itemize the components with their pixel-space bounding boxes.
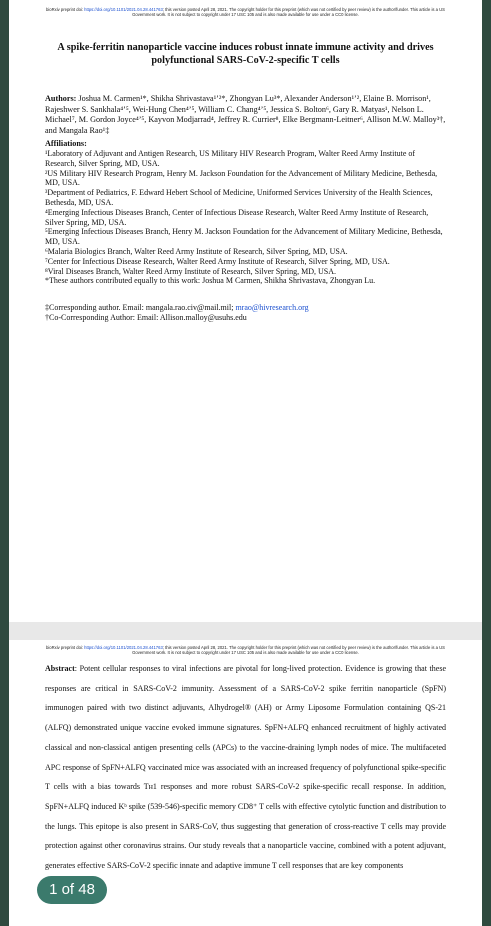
header-suffix: ; this version posted April 28, 2021. The copyright holder for this preprint (which was not certified by peer review) is the author/funder. This article is a US Government work. It is not subject to copyright under 17 USC 105 and is also made available for use under a CC0 license. [132,645,445,655]
affiliation-item: ⁶Malaria Biologics Branch, Walter Reed Army Institute of Research, Silver Spring, MD, USA. [45,246,348,256]
affiliation-item: ⁸Viral Diseases Branch, Walter Reed Army Institute of Research, Silver Spring, MD, USA. [45,266,337,276]
page-separator [9,622,482,640]
abstract-label: Abstract [45,664,75,673]
affiliation-item: ¹Laboratory of Adjuvant and Antigen Research, US Military HIV Research Program, Walter Reed Army Institute of Research, Silver Spring, MD, USA. [45,149,416,168]
header-suffix: ; this version posted April 28, 2021. The copyright holder for this preprint (which was not certified by peer review) is the author/funder. This article is a US Government work. It is not subject to copyright under 17 USC 105 and is also made available for use under a CC0 license. [132,7,445,17]
doi-link[interactable]: https://doi.org/10.1101/2021.04.28.441763 [84,7,163,12]
affiliation-item: ³Department of Pediatrics, F. Edward Hebert School of Medicine, Uniformed Services University of the Health Sciences, Bethesda, MD, USA. [45,188,433,207]
abstract [45,659,446,876]
affiliation-item: ⁴Emerging Infectious Diseases Branch, Center of Infectious Disease Research, Walter Reed Army Institute of Research, Silver Spring, MD, USA. [45,207,429,227]
pdf-page-1 [9,0,482,622]
authors-block [45,94,446,136]
affiliation-item: ⁷Center for Infectious Disease Research, Walter Reed Army Institute of Research, Silver Spring, MD, USA. [45,256,390,266]
doi-link[interactable]: https://doi.org/10.1101/2021.04.28.441763 [84,645,163,650]
co-corresponding-author: †Co-Corresponding Author: Email: Allison.malloy@usuhs.edu [45,312,247,322]
affiliations-label: Affiliations: [45,139,87,148]
page-indicator: 1 of 48 [37,876,107,904]
header-prefix: bioRxiv preprint doi: [46,7,85,12]
email-link[interactable]: mrao@hivresearch.org [235,303,309,313]
preprint-header [45,640,446,655]
corresponding-author-text: ‡Corresponding author. Email: mangala.rao.civ@mail.mil; [45,303,236,313]
abstract-text: : Potent cellular responses to viral infections are pivotal for long-lived protection. Evidence is growing that these responses are critical in SARS-CoV-2 immunity. Assessment of a SARS-CoV-2 spike ferritin nanoparticle (SpFN) immunogen paired with two distinct adjuvants, Alhydrogel® (AH) or Army Liposome Formulation containing QS-21 (ALFQ) demonstrated unique vaccine evoked immune signatures. SpFN+ALFQ enhanced recruitment of highly activated classical and non-classical antigen presenting cells (APCs) to the vaccine-draining lymph nodes of mice. The multifaceted APC response of SpFN+ALFQ vaccinated mice was associated with an increased frequency of polyfunctional spike-specific T cells with a bias towards Tʜ1 responses and more robust SARS-CoV-2 spike-specific recall response. In addition, SpFN+ALFQ induced Kᵇ spike (539-546)-specific memory CD8⁺ T cells with effective cytolytic function and distribution to the lungs. This epitope is also present in SARS-CoV, thus suggesting that generation of cross-reactive T cells may provide protection against other coronavirus strains. Our study reveals that a nanoparticle vaccine, combined with a potent adjuvant, generates effective SARS-CoV-2 specific innate and adaptive immune T cell responses that are key components [45,664,446,871]
paper-title: A spike-ferritin nanoparticle vaccine induces robust innate immune activity and drives polyfunctional SARS-CoV-2-specific T cells [57,42,434,66]
corresponding-author [45,303,446,313]
header-prefix: bioRxiv preprint doi: [46,645,85,650]
affiliation-item: ²US Military HIV Research Program, Henry M. Jackson Foundation for the Advancement of Military Medicine, Bethesda, MD, USA. [45,168,438,188]
equal-contribution-note: *These authors contributed equally to this work: Joshua M Carmen, Shikha Shrivastava, Zhongyan Lu. [45,276,376,286]
authors-list: Joshua M. Carmen¹*, Shikha Shrivastava¹ʼ²*, Zhongyan Lu³*, Alexander Anderson¹ʼ², Elaine B. Morrison¹, Rajeshwer S. Sankhala⁴ʼ⁵, Wei-Hung Chen⁴ʼ⁵, William C. Chang⁴ʼ⁵, Jessica S. Bolton⁶, Gary R. Matyas¹, Nelson L. Michael⁷, M. Gordon Joyce⁴ʼ⁵, Kayvon Modjarrad⁴, Jeffrey R. Currier⁸, Elke Bergmann-Leitner⁶, Allison M.W. Malloy³†, and Mangala Rao¹‡ [45,94,446,135]
authors-label: Authors: [45,94,77,103]
affiliation-item: ⁵Emerging Infectious Diseases Branch, Henry M. Jackson Foundation for the Advancement of Military Medicine, Bethesda, MD, USA. [45,227,443,247]
preprint-header [45,0,446,17]
